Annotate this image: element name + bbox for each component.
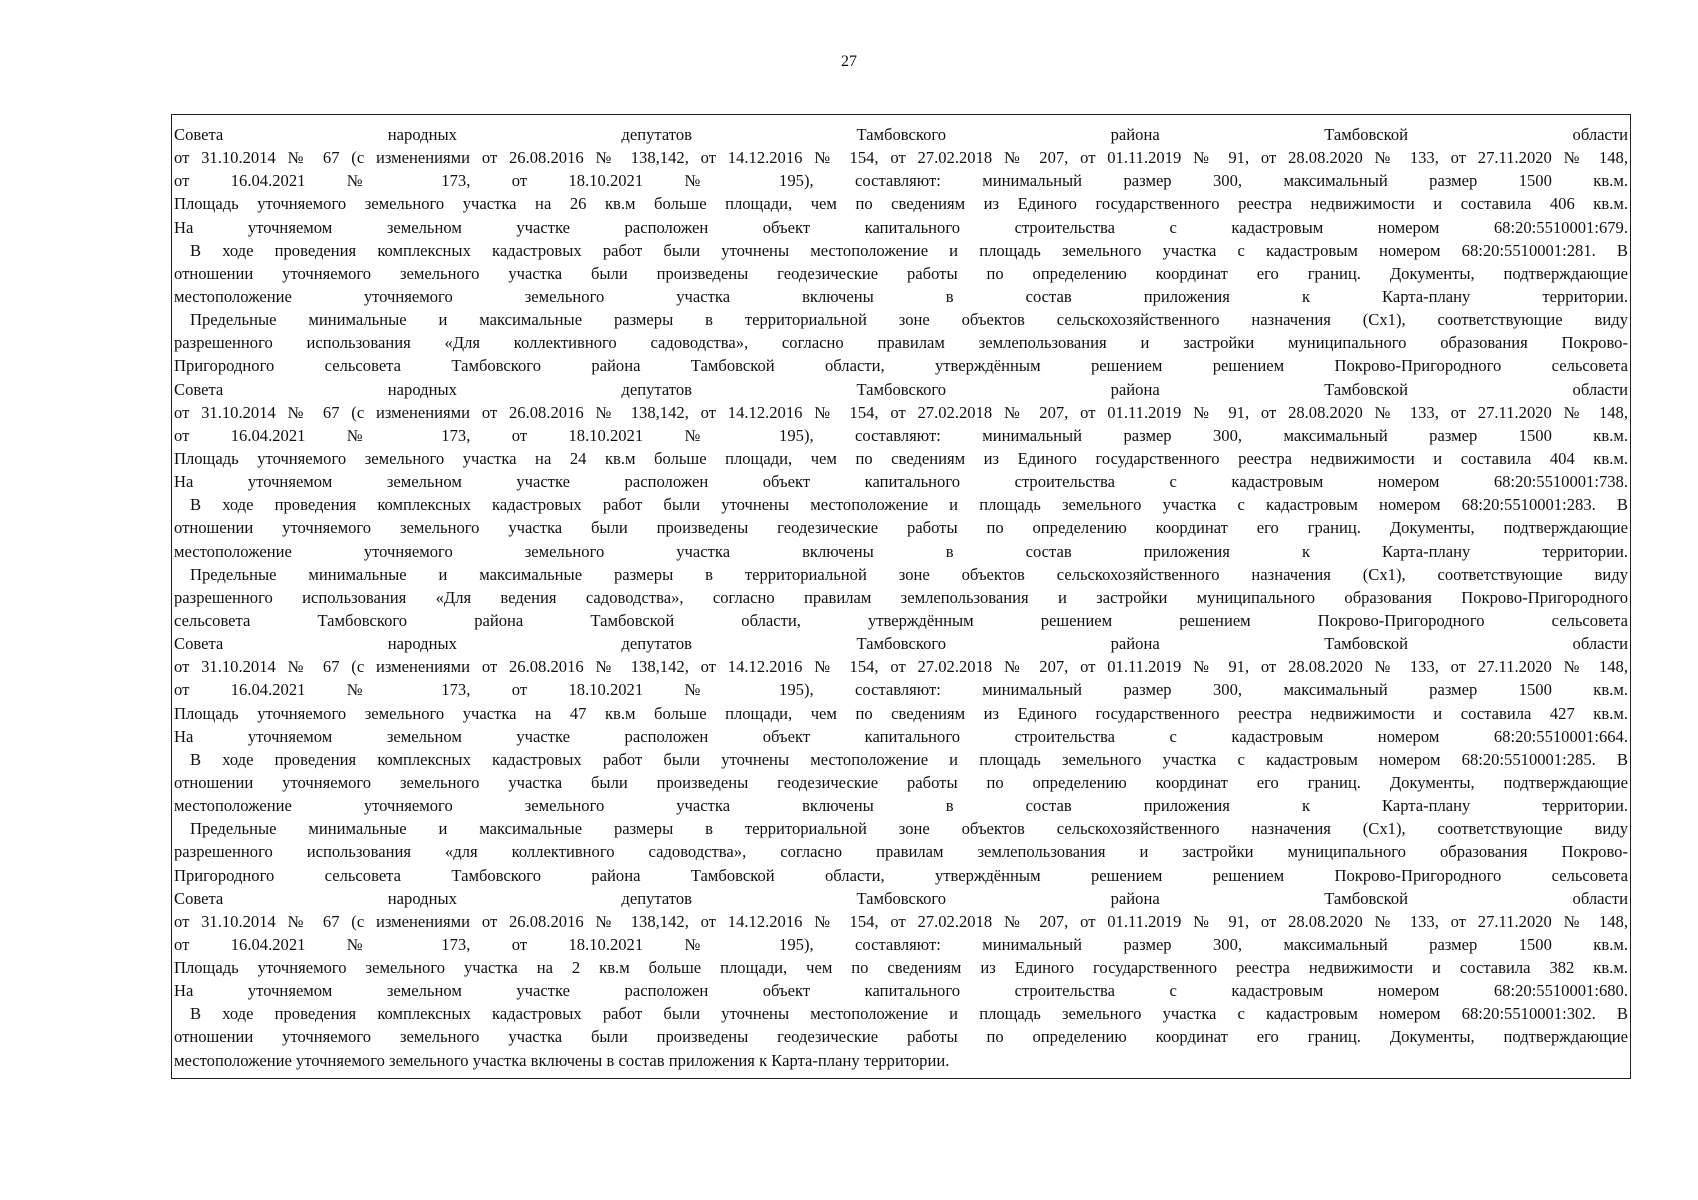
text-line: На уточняемом земельном участке расположен объект капитального строительства с кадастровым номером 68:20:5510001:679. [174, 217, 1628, 237]
text-line: от 16.04.2021 № 173, от 18.10.2021 № 195), составляют: минимальный размер 300, максимальный размер 1500 кв.м. [174, 171, 1628, 191]
text-line: от 16.04.2021 № 173, от 18.10.2021 № 195), составляют: минимальный размер 300, максимальный размер 1500 кв.м. [174, 934, 1628, 954]
text-line: Совета народных депутатов Тамбовского района Тамбовской области [174, 634, 1628, 654]
text-line: отношении уточняемого земельного участка были произведены геодезические работы по определению координат его границ. Документы, подтверждающие [174, 1027, 1628, 1047]
text-line: На уточняемом земельном участке расположен объект капитального строительства с кадастровым номером 68:20:5510001:664. [174, 726, 1628, 746]
text-line: Совета народных депутатов Тамбовского района Тамбовской области [174, 379, 1628, 399]
text-line: от 16.04.2021 № 173, от 18.10.2021 № 195), составляют: минимальный размер 300, максимальный размер 1500 кв.м. [174, 425, 1628, 445]
text-line: На уточняемом земельном участке расположен объект капитального строительства с кадастровым номером 68:20:5510001:738. [174, 472, 1628, 492]
text-line: Пригородного сельсовета Тамбовского района Тамбовской области, утверждённым решением решением Покрово-Пригородного сельсовета [174, 356, 1628, 376]
text-line: местоположение уточняемого земельного участка включены в состав приложения к Карта-плану территории. [174, 1050, 950, 1070]
text-line: от 31.10.2014 № 67 (с изменениями от 26.08.2016 № 138,142, от 14.12.2016 № 154, от 27.02.2018 № 207, от 01.11.2019 № 91, от 28.08.2020 № 133, от 27.11.2020 № 148, [174, 402, 1628, 422]
text-line: отношении уточняемого земельного участка были произведены геодезические работы по определению координат его границ. Документы, подтверждающие [174, 263, 1628, 283]
text-line: На уточняемом земельном участке расположен объект капитального строительства с кадастровым номером 68:20:5510001:680. [174, 981, 1628, 1001]
text-line: от 31.10.2014 № 67 (с изменениями от 26.08.2016 № 138,142, от 14.12.2016 № 154, от 27.02.2018 № 207, от 01.11.2019 № 91, от 28.08.2020 № 133, от 27.11.2020 № 148, [174, 148, 1628, 168]
text-line: разрешенного использования «для коллективного садоводства», согласно правилам землепользования и застройки муниципального образования Покрово- [174, 842, 1628, 862]
text-line: сельсовета Тамбовского района Тамбовской области, утверждённым решением решением Покрово-Пригородного сельсовета [174, 610, 1628, 630]
text-line: Площадь уточняемого земельного участка на 24 кв.м больше площади, чем по сведениям из Единого государственного реестра недвижимости и составила 404 кв.м. [174, 448, 1628, 468]
text-line: Предельные минимальные и максимальные размеры в территориальной зоне объектов сельскохозяйственного назначения (Сх1), соответствующие виду [190, 564, 1628, 584]
text-line: отношении уточняемого земельного участка были произведены геодезические работы по определению координат его границ. Документы, подтверждающие [174, 518, 1628, 538]
text-line: разрешенного использования «Для коллективного садоводства», согласно правилам землепользования и застройки муниципального образования Покрово- [174, 333, 1628, 353]
text-line: местоположение уточняемого земельного участка включены в состав приложения к Карта-плану территории. [174, 286, 1628, 306]
text-line: местоположение уточняемого земельного участка включены в состав приложения к Карта-плану территории. [174, 541, 1628, 561]
text-line: В ходе проведения комплексных кадастровых работ были уточнены местоположение и площадь земельного участка с кадастровым номером 68:20:5510001:285. В [190, 749, 1628, 769]
text-line: Площадь уточняемого земельного участка на 26 кв.м больше площади, чем по сведениям из Единого государственного реестра недвижимости и составила 406 кв.м. [174, 194, 1628, 214]
text-line: Площадь уточняемого земельного участка на 2 кв.м больше площади, чем по сведениям из Единого государственного реестра недвижимости и составила 382 кв.м. [174, 958, 1628, 978]
document-text-box [171, 114, 1631, 1079]
text-line: от 31.10.2014 № 67 (с изменениями от 26.08.2016 № 138,142, от 14.12.2016 № 154, от 27.02.2018 № 207, от 01.11.2019 № 91, от 28.08.2020 № 133, от 27.11.2020 № 148, [174, 911, 1628, 931]
text-line: Предельные минимальные и максимальные размеры в территориальной зоне объектов сельскохозяйственного назначения (Сх1), соответствующие виду [190, 819, 1628, 839]
text-line: Пригородного сельсовета Тамбовского района Тамбовской области, утверждённым решением решением Покрово-Пригородного сельсовета [174, 865, 1628, 885]
text-line: В ходе проведения комплексных кадастровых работ были уточнены местоположение и площадь земельного участка с кадастровым номером 68:20:5510001:283. В [190, 495, 1628, 515]
text-line: В ходе проведения комплексных кадастровых работ были уточнены местоположение и площадь земельного участка с кадастровым номером 68:20:5510001:302. В [190, 1004, 1628, 1024]
text-line: Совета народных депутатов Тамбовского района Тамбовской области [174, 125, 1628, 144]
page-number: 27 [841, 53, 857, 70]
text-line: от 16.04.2021 № 173, от 18.10.2021 № 195), составляют: минимальный размер 300, максимальный размер 1500 кв.м. [174, 680, 1628, 700]
text-line: местоположение уточняемого земельного участка включены в состав приложения к Карта-плану территории. [174, 796, 1628, 816]
text-line: Совета народных депутатов Тамбовского района Тамбовской области [174, 888, 1628, 908]
text-line: Площадь уточняемого земельного участка на 47 кв.м больше площади, чем по сведениям из Единого государственного реестра недвижимости и составила 427 кв.м. [174, 703, 1628, 723]
text-line: от 31.10.2014 № 67 (с изменениями от 26.08.2016 № 138,142, от 14.12.2016 № 154, от 27.02.2018 № 207, от 01.11.2019 № 91, от 28.08.2020 № 133, от 27.11.2020 № 148, [174, 657, 1628, 677]
text-line: В ходе проведения комплексных кадастровых работ были уточнены местоположение и площадь земельного участка с кадастровым номером 68:20:5510001:281. В [190, 240, 1628, 260]
text-line: Предельные минимальные и максимальные размеры в территориальной зоне объектов сельскохозяйственного назначения (Сх1), соответствующие виду [190, 310, 1628, 330]
text-line: разрешенного использования «Для ведения садоводства», согласно правилам землепользования и застройки муниципального образования Покрово-Пригородного [174, 587, 1628, 607]
text-line: отношении уточняемого земельного участка были произведены геодезические работы по определению координат его границ. Документы, подтверждающие [174, 772, 1628, 792]
